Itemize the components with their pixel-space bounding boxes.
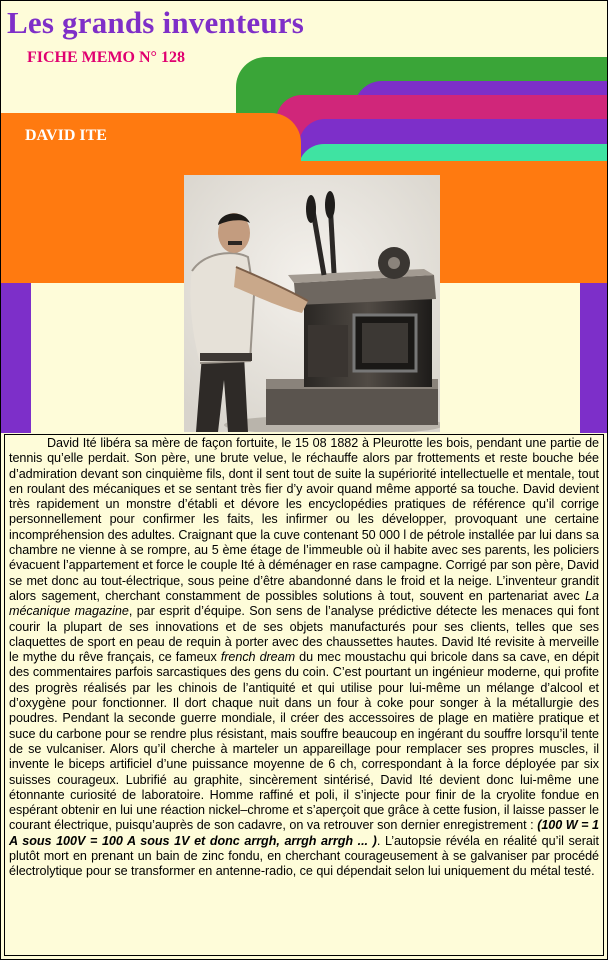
article-text-4: . L’autopsie révéla en réalité qu’il serait plutôt mort en prenant un bain de zinc fondu, en cherchant courageusement à se galvaniser par procédé électrolytique pour se transformer en antenne-radio, ce qui dépendait selon lui uniquement du métal testé. (9, 833, 599, 879)
page-title: Les grands inventeurs (7, 5, 305, 40)
article-paragraph (9, 436, 599, 880)
fiche-number: FICHE MEMO N° 128 (27, 49, 185, 66)
last-recording-quote: (100 W = 1 A sous 100V = 100 A sous 1V et donc arrgh, arrgh arrgh ... ) (9, 818, 600, 848)
article-body (4, 434, 604, 956)
header-banner (1, 1, 607, 433)
article-text-1: David Ité libéra sa mère de façon fortuite, le 15 08 1882 à Pleurotte les bois, pendant une partie de tennis qu’elle perdait. Son père, une brute velue, le réchauffe alors par frottements et reste bouche bée d’admiration devant son cinquième fils, dont il sent tout de suite la supériorité intellectuelle et mentale, tout en roulant des mécaniques et se sentant très fier d’y avoir quand même apporté sa touche. David devient très rapidement un monstre d’établi et dévore les encyclopédies pratiques de référence qu’il corrige personnellement pour confirmer les faits, les infirmer ou les développer, provoquant une certaine incompréhension des adultes. Craignant que la cuve contenant 50 000 l de pétrole installée par lui dans sa chambre ne vienne à se rompre, au 5 ème étage de l’immeuble où il habite avec ses parents, les policiers évacuent l’appartement et force le couple Ité à déménager en rase campagne. Corrigé par son père, David se met donc au tout-électrique, sous peine d’être abandonné dans le froid et la neige. L’inventeur grandit alors sagement, cherchant constamment de possibles solutions à tout, souvent en partenariat avec (9, 436, 599, 603)
purple-right-band (580, 283, 607, 433)
article-text-3: du mec moustachu qui bricole dans sa cave, en dépit des commentaires parfois sarcastiques des gens du coin. C’est pourtant un ingénieur moderne, qui profite des progrès réalisés par les chinois de l’antiquité et qui utilise pour lui-même un mélange d’alcool et d’oxygène pour fonctionner. Il dort chaque nuit dans un four à coke pour songer à la métallurgie des poudres. Pendant la seconde guerre mondiale, il créer des accessoires de plage en matière pratique et suce du carbone pour se rendre plus résistant, mais souffre beaucoup en ingérant du souffre lorsqu’il tente de se vulcaniser. Alors qu’il cherche à marteler un appareillage pour remplacer ses propres muscles, il invente le biceps artificiel d’une puissance moyenne de 6 ch, correspondant à la force déployée par six suisses courageux. Lubrifié au graphite, sincèrement sintérisé, David Ité devient donc lui-même une étonnante curiosité de laboratoire. Homme raffiné et poli, il s’injecte pour finir de la cryolite fondue en espérant obtenir en lui une réaction nickel–chrome et s’aperçoit que grâce à cette fusion, il laisse passer le courant électrique, puisqu’auprès de son cadavre, on va retrouver son dernier enregistrement : (9, 650, 599, 833)
magazine-title: La mécanique magazine (9, 588, 599, 619)
orange-right-block (421, 181, 607, 283)
inventor-photo (184, 175, 440, 432)
article-text-2: , par esprit d’équipe. Son sens de l’analyse prédictive détecte les menaces qui font courir la plupart de ses innovations et de ses objets manufacturés pour ses clients, telles que ses claquettes de sport en peau de requin à porter avec des chaussettes hautes. David Ité revisite à merveille le mythe du rêve français, ce fameux (9, 604, 599, 665)
purple-left-band (1, 283, 31, 433)
french-dream-term: french dream (220, 650, 296, 665)
inventor-name: DAVID ITE (25, 127, 107, 144)
